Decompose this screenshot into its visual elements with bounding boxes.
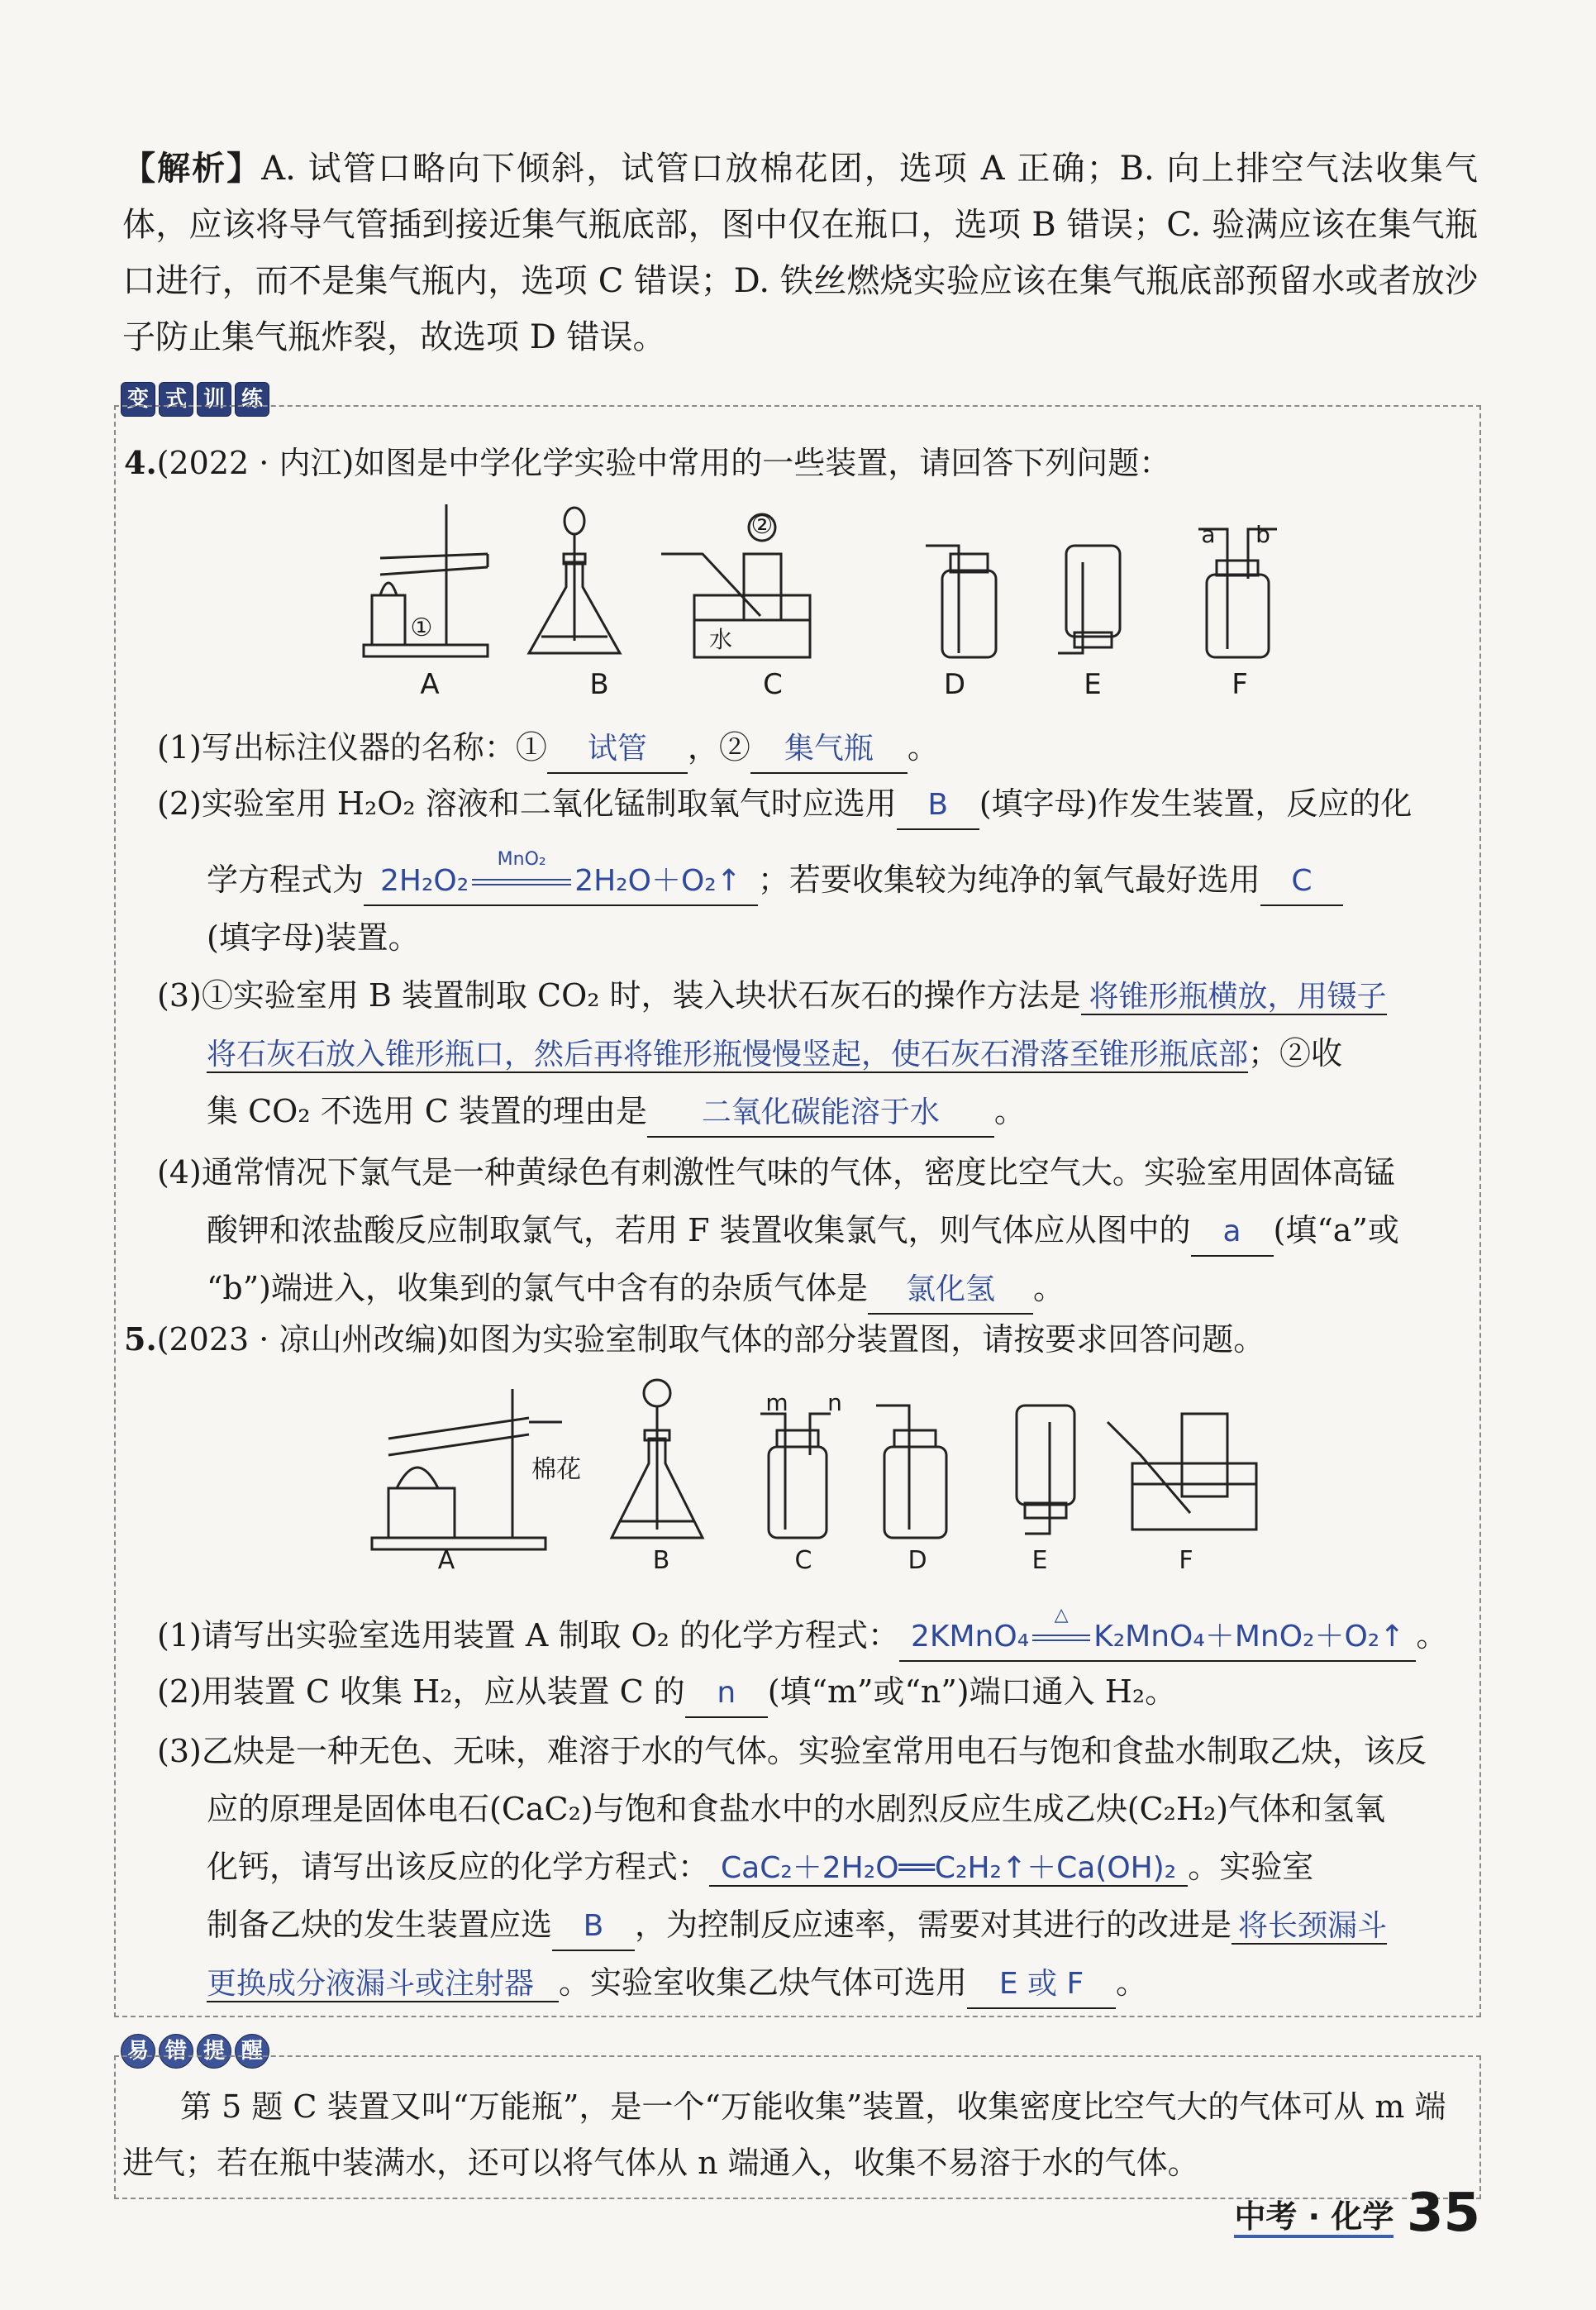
answer-q4-2b: C bbox=[1260, 858, 1343, 906]
q4-stem bbox=[124, 440, 1170, 486]
q5-stem-text: (2023 · 凉山州改编)如图为实验室制取气体的部分装置图，请按要求回答问题。 bbox=[156, 1321, 1265, 1358]
answer-q4-1b: 集气瓶 bbox=[750, 726, 908, 774]
answer-q5-1eq: 2KMnO₄ △ K₂MnO₄＋MnO₂＋O₂↑ bbox=[899, 1614, 1416, 1662]
apparatus-e bbox=[1017, 1406, 1074, 1534]
answer-q4-3b: 二氧化碳能溶于水 bbox=[647, 1090, 994, 1138]
q4-label-a: A bbox=[420, 668, 440, 701]
analysis-text: A. 试管口略向下倾斜，试管口放棉花团，选项 A 正确；B. 向上排空气法收集气体，应该将导气管插到接近集气瓶底部，图中仅在瓶口，选项 B 错误；C. 验满应该在集气瓶口进行，而不是集气瓶内，选项 C 错误；D. 铁丝燃烧实验应该在集气瓶底部预留水或者放沙子防止集气瓶炸裂，故选项 D 错误。 bbox=[122, 150, 1478, 356]
answer-q5-3c-l1: 将长颈漏斗 bbox=[1232, 1909, 1387, 1945]
q4-part3-line2: 将石灰石放入锥形瓶口，然后再将锥形瓶慢慢竖起，使石灰石滑落至锥形瓶底部；②收 bbox=[207, 1035, 1343, 1071]
q5-label-c: C bbox=[794, 1546, 812, 1575]
badge-char: 醒 bbox=[235, 2034, 269, 2069]
q4-part1: (1)写出标注仪器的名称：① 试管 ，② 集气瓶 。 bbox=[157, 724, 939, 774]
q4-label-e: E bbox=[1084, 668, 1102, 701]
q4-figure bbox=[347, 496, 1504, 686]
q4-mark-b: b bbox=[1255, 521, 1270, 548]
q4-part2-line2: 学方程式为 2H₂O₂ MnO₂ 2H₂O＋O₂↑ ；若要收集较为纯净的氧气最好选用 C bbox=[207, 857, 1343, 906]
answer-q5-2: n bbox=[685, 1670, 768, 1718]
answer-q5-3eq: CaC₂＋2H₂O══C₂H₂↑＋Ca(OH)₂ bbox=[709, 1851, 1188, 1887]
footer-subject: 中考 · 化学 bbox=[1234, 2198, 1394, 2238]
apparatus-c bbox=[760, 1414, 831, 1538]
badge-char: 提 bbox=[197, 2034, 231, 2069]
badge-char: 练 bbox=[235, 382, 269, 417]
badge-char: 易 bbox=[121, 2034, 155, 2069]
q5-part3-line1: (3)乙炔是一种无色、无味，难溶于水的气体。实验室常用电石与饱和食盐水制取乙炔，该反 bbox=[157, 1733, 1427, 1769]
badge-char: 错 bbox=[159, 2034, 193, 2069]
tip-line1: 第 5 题 C 装置又叫“万能瓶”，是一个“万能收集”装置，收集密度比空气大的气体可从 m 端 bbox=[180, 2088, 1446, 2125]
tip-line2: 进气；若在瓶中装满水，还可以将气体从 n 端通入，收集不易溶于水的气体。 bbox=[122, 2145, 1199, 2181]
q5-part3-line2: 应的原理是固体电石(CaC₂)与饱和食盐水中的水剧烈反应生成乙炔(C₂H₂)气体和氢氧 bbox=[207, 1791, 1386, 1827]
q5-part2: (2)用装置 C 收集 H₂，应从装置 C 的 n (填“m”或“n”)端口通入 H₂。 bbox=[157, 1668, 1176, 1718]
q5-part3-line5: 更换成分液漏斗或注射器 。实验室收集乙炔气体可选用 E 或 F 。 bbox=[207, 1959, 1147, 2009]
q5-part3-line3: 化钙，请写出该反应的化学方程式： CaC₂＋2H₂O══C₂H₂↑＋Ca(OH)₂ 。实验室 bbox=[207, 1849, 1314, 1885]
q4-mark-water: 水 bbox=[708, 626, 732, 653]
badge-char: 式 bbox=[159, 382, 193, 417]
q4-label-f: F bbox=[1232, 668, 1248, 701]
page-footer bbox=[1234, 2183, 1480, 2244]
q4-part2-line3: (填字母)装置。 bbox=[207, 919, 420, 956]
q4-part4-line3: “b”)端进入，收集到的氯气中含有的杂质气体是 氯化氢 。 bbox=[207, 1265, 1065, 1315]
q5-label-f: F bbox=[1179, 1546, 1193, 1575]
q5-stem bbox=[124, 1316, 1265, 1363]
q4-label-d: D bbox=[943, 668, 966, 701]
q4-mark-a: a bbox=[1201, 521, 1216, 548]
q5-label-a: A bbox=[437, 1546, 455, 1575]
q4-label-b: B bbox=[589, 668, 609, 701]
badge-char: 变 bbox=[121, 382, 155, 417]
q4-mark-two: ② bbox=[750, 511, 774, 540]
answer-q5-3c-l2: 更换成分液漏斗或注射器 bbox=[207, 1967, 559, 2002]
q4-part3-line1: (3)①实验室用 B 装置制取 CO₂ 时，装入块状石灰石的操作方法是 将锥形瓶横放，用镊子 bbox=[157, 977, 1387, 1014]
answer-q4-2eq: 2H₂O₂ MnO₂ 2H₂O＋O₂↑ bbox=[364, 858, 758, 906]
answer-q4-2a: B bbox=[897, 782, 979, 830]
badge-char: 训 bbox=[197, 382, 231, 417]
q4-part4-line1: (4)通常情况下氯气是一种黄绿色有刺激性气味的气体，密度比空气大。实验室用固体高锰 bbox=[157, 1154, 1395, 1191]
q5-label-d: D bbox=[908, 1546, 927, 1575]
answer-q4-3a-l1: 将锥形瓶横放，用镊子 bbox=[1081, 980, 1387, 1015]
answer-q5-3d: E 或 F bbox=[967, 1961, 1116, 2009]
q5-mark-n: n bbox=[827, 1389, 842, 1416]
q5-label-b: B bbox=[652, 1546, 670, 1575]
q4-part2-line1: (2)实验室用 H₂O₂ 溶液和二氧化锰制取氧气时应选用 B (填字母)作发生装置，反应的化 bbox=[157, 780, 1412, 830]
apparatus-b bbox=[529, 508, 620, 653]
q4-part3-line3: 集 CO₂ 不选用 C 装置的理由是 二氧化碳能溶于水 。 bbox=[207, 1088, 1026, 1138]
apparatus-e bbox=[1058, 546, 1120, 653]
apparatus-f bbox=[1108, 1414, 1256, 1530]
analysis-label: 【解析】 bbox=[122, 149, 262, 188]
q5-mark-cotton: 棉花 bbox=[531, 1455, 581, 1484]
q5-part3-line4: 制备乙炔的发生装置应选 B ，为控制反应速率，需要对其进行的改进是 将长颈漏斗 bbox=[207, 1902, 1387, 1951]
q4-label-c: C bbox=[763, 668, 783, 701]
apparatus-f bbox=[1198, 529, 1277, 657]
answer-q4-4b: 氯化氢 bbox=[868, 1267, 1033, 1315]
q4-stem-text: (2022 · 内江)如图是中学化学实验中常用的一些装置，请回答下列问题： bbox=[156, 445, 1171, 481]
q4-part4-line2: 酸钾和浓盐酸反应制取氯气，若用 F 装置收集氯气，则气体应从图中的 a (填“a”或 bbox=[207, 1207, 1399, 1257]
apparatus-d bbox=[876, 1406, 946, 1538]
answer-q4-4a: a bbox=[1191, 1209, 1274, 1257]
q5-figure bbox=[364, 1372, 1355, 1563]
q4-mark-one: ① bbox=[410, 613, 433, 642]
apparatus-d bbox=[926, 546, 996, 657]
analysis-paragraph bbox=[122, 141, 1478, 365]
q5-label-e: E bbox=[1031, 1546, 1048, 1575]
q5-part1: (1)请写出实验室选用装置 A 制取 O₂ 的化学方程式： 2KMnO₄ △ K₂MnO₄＋MnO₂＋O₂↑ 。 bbox=[157, 1612, 1447, 1662]
answer-q4-3a-l2: 将石灰石放入锥形瓶口，然后再将锥形瓶慢慢竖起，使石灰石滑落至锥形瓶底部 bbox=[207, 1038, 1249, 1071]
page-number: 35 bbox=[1406, 2183, 1480, 2244]
apparatus-b bbox=[612, 1380, 703, 1538]
q5-number: 5. bbox=[124, 1320, 157, 1358]
answer-q5-3b: B bbox=[552, 1903, 635, 1951]
q5-mark-m: m bbox=[765, 1389, 788, 1416]
q4-number: 4. bbox=[124, 444, 157, 481]
answer-q4-1a: 试管 bbox=[547, 726, 688, 774]
